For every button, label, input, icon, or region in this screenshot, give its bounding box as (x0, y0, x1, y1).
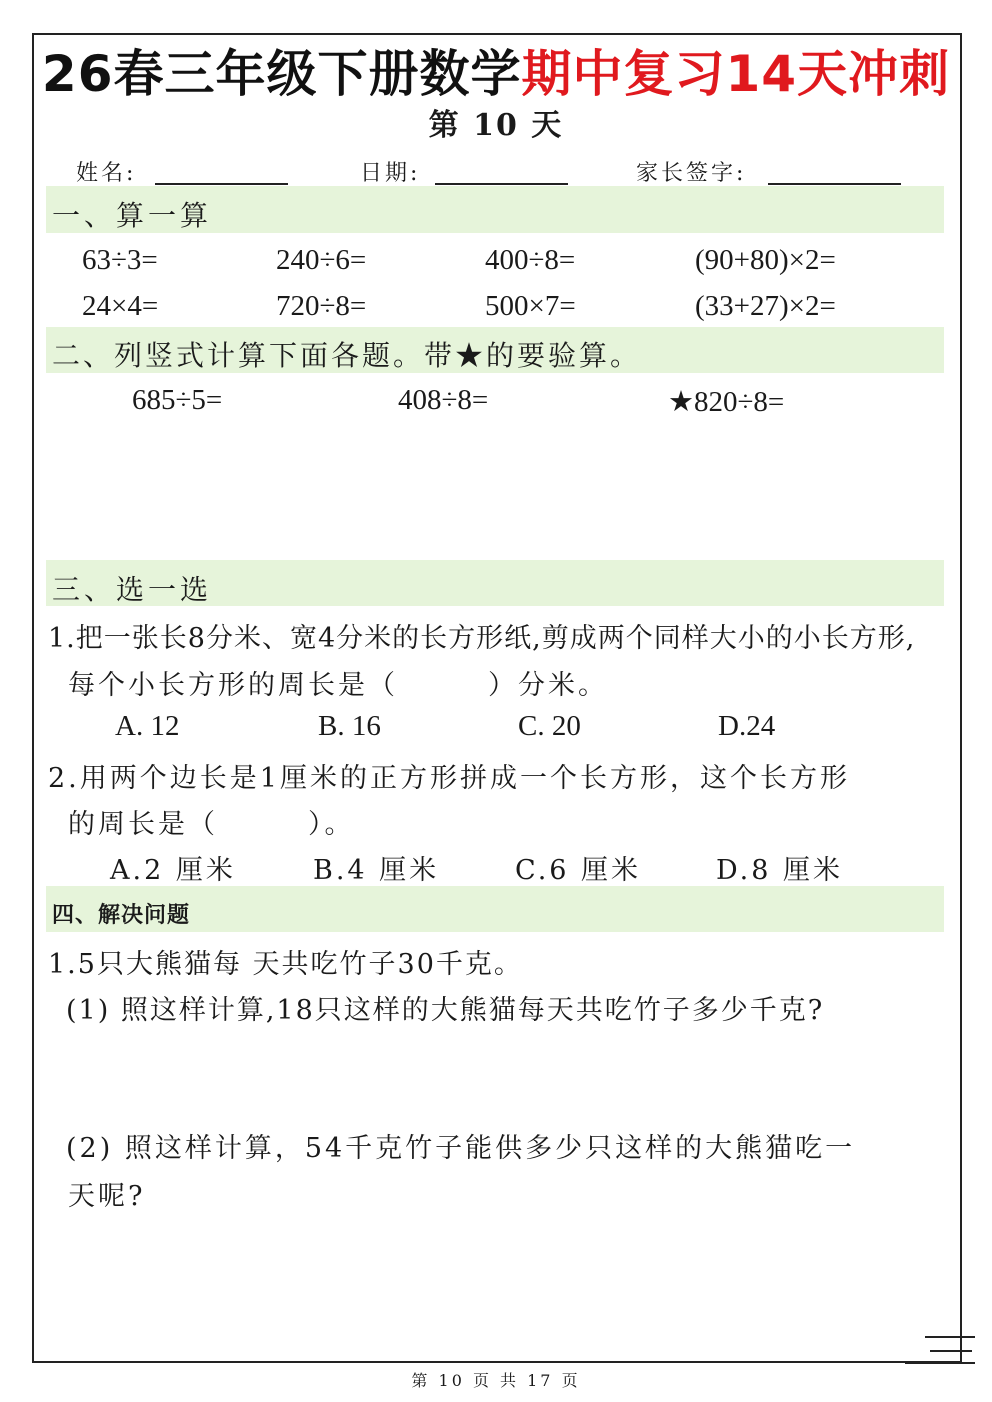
question-2-text: 2.用两个边长是1厘米的正方形拼成一个长方形，这个长方形 (48, 763, 850, 794)
calc-item: (33+27)×2= (695, 290, 836, 322)
problem-1-sub-2: (2) 照这样计算，54千克竹子能供多少只这样的大熊猫吃一 (66, 1133, 856, 1164)
worksheet-title (0, 34, 992, 106)
problem-1-sub-2-cont: 天呢? (68, 1181, 146, 1212)
parent-signature-label: 家长签字: (636, 161, 747, 186)
option-a[interactable]: A. 12 (115, 710, 180, 742)
calc-item: 500×7= (485, 290, 576, 322)
calc-item: 720÷8= (276, 290, 367, 322)
section1-heading: 一、算一算 (52, 199, 213, 232)
day-label: 第 10 天 (428, 108, 564, 143)
option-b[interactable]: B. 16 (318, 710, 381, 742)
option-a[interactable]: A.2 厘米 (110, 855, 236, 886)
option-c[interactable]: C. 20 (518, 710, 581, 742)
section3-heading: 三、选一选 (52, 573, 213, 606)
problem-1-text: 1.5只大熊猫每 天共吃竹子30千克。 (48, 949, 523, 980)
title-highlight: 期中复习14天冲刺 (521, 45, 951, 103)
calc-item: 63÷3= (82, 244, 158, 276)
calc-item: 400÷8= (485, 244, 576, 276)
option-b[interactable]: B.4 厘米 (313, 855, 440, 886)
section2-heading: 二、列竖式计算下面各题。带★的要验算。 (52, 339, 642, 372)
vertical-calc-item: 408÷8= (398, 384, 489, 416)
question-2-text-cont: 的周长是（ ）。 (68, 809, 355, 840)
name-label: 姓名: (76, 161, 137, 186)
calc-item: (90+80)×2= (695, 244, 836, 276)
option-d[interactable]: D.8 厘米 (716, 855, 844, 886)
decorative-line (905, 1362, 975, 1364)
title-main: 26春三年级下册数学 (41, 45, 522, 103)
option-c[interactable]: C.6 厘米 (515, 855, 642, 886)
page-number: 第 10 页 共 17 页 (411, 1371, 581, 1390)
question-1-text-cont: 每个小长方形的周长是（ ）分米。 (68, 670, 608, 701)
name-blank[interactable] (155, 183, 288, 185)
problem-1-sub-1: (1) 照这样计算,18只这样的大熊猫每天共吃竹子多少千克? (66, 995, 825, 1026)
date-blank[interactable] (435, 183, 568, 185)
decorative-line (925, 1336, 975, 1338)
vertical-calc-item-starred: ★820÷8= (668, 386, 785, 418)
parent-signature-blank[interactable] (768, 183, 901, 185)
calc-item: 240÷6= (276, 244, 367, 276)
date-label: 日期: (360, 161, 421, 186)
vertical-calc-item: 685÷5= (132, 384, 223, 416)
question-1-text: 1.把一张长8分米、宽4分米的长方形纸,剪成两个同样大小的小长方形, (48, 623, 916, 654)
section4-heading: 四、解决问题 (52, 903, 191, 928)
option-d[interactable]: D.24 (718, 710, 776, 742)
decorative-line (930, 1350, 972, 1352)
calc-item: 24×4= (82, 290, 159, 322)
